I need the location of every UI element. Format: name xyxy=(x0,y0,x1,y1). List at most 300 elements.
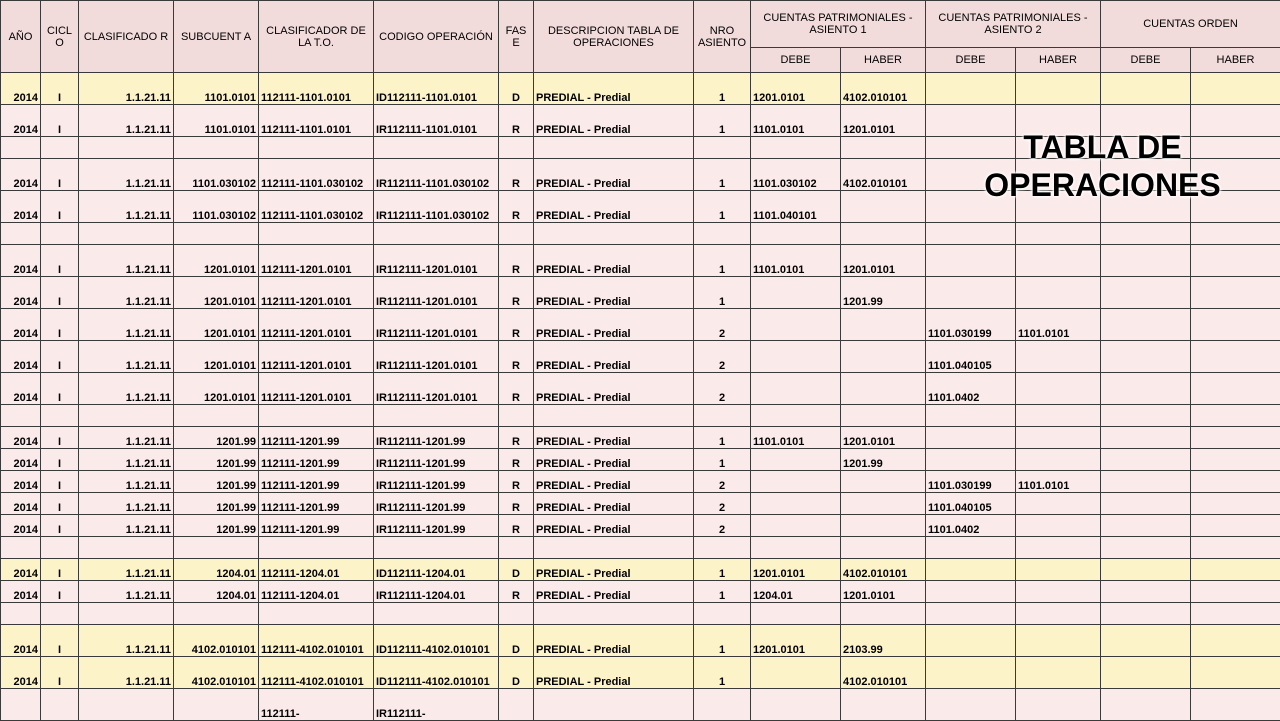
cell-haber-2 xyxy=(1016,105,1101,137)
cell-haber-1: 1201.99 xyxy=(841,449,926,471)
cell-haber-1 xyxy=(841,341,926,373)
cell-debe-1 xyxy=(751,341,841,373)
cell-ciclo: I xyxy=(41,245,79,277)
cell-haber-1: 4102.010101 xyxy=(841,73,926,105)
cell-debe-3 xyxy=(1101,245,1191,277)
cell-descripcion: PREDIAL - Predial xyxy=(534,309,694,341)
cell-debe-2 xyxy=(926,657,1016,689)
table-row xyxy=(1,559,1280,581)
cell-haber-1 xyxy=(841,689,926,721)
cell-anio: 2014 xyxy=(1,309,41,341)
empty-cell xyxy=(534,537,694,559)
cell-codigo-operacion: IR112111-1201.99 xyxy=(374,471,499,493)
empty-cell xyxy=(79,603,174,625)
cell-debe-2: 1101.040105 xyxy=(926,493,1016,515)
cell-nro-asiento: 1 xyxy=(694,449,751,471)
empty-cell xyxy=(259,405,374,427)
empty-cell xyxy=(259,137,374,159)
cell-clasificador-to: 112111-1204.01 xyxy=(259,559,374,581)
cell-debe-1: 1101.0101 xyxy=(751,427,841,449)
cell-clasificador: 1.1.21.11 xyxy=(79,309,174,341)
header-clasificador: CLASIFICADO R xyxy=(79,1,174,73)
empty-cell xyxy=(1016,223,1101,245)
cell-clasificador: 1.1.21.11 xyxy=(79,493,174,515)
empty-cell xyxy=(79,223,174,245)
cell-subcuenta: 1201.0101 xyxy=(174,373,259,405)
operations-table-body xyxy=(1,73,1280,721)
cell-subcuenta xyxy=(174,689,259,721)
empty-cell xyxy=(174,537,259,559)
empty-cell xyxy=(499,603,534,625)
cell-fase: R xyxy=(499,515,534,537)
cell-ciclo: I xyxy=(41,159,79,191)
cell-debe-3 xyxy=(1101,689,1191,721)
empty-cell xyxy=(926,405,1016,427)
cell-clasificador: 1.1.21.11 xyxy=(79,427,174,449)
cell-ciclo: I xyxy=(41,105,79,137)
cell-debe-1 xyxy=(751,373,841,405)
table-row xyxy=(1,191,1280,223)
empty-cell xyxy=(751,603,841,625)
cell-clasificador: 1.1.21.11 xyxy=(79,515,174,537)
cell-codigo-operacion: IR112111-1201.0101 xyxy=(374,245,499,277)
cell-fase: R xyxy=(499,341,534,373)
table-row xyxy=(1,159,1280,191)
cell-clasificador: 1.1.21.11 xyxy=(79,559,174,581)
header-nro-asiento: NRO ASIENTO xyxy=(694,1,751,73)
cell-anio: 2014 xyxy=(1,657,41,689)
cell-subcuenta: 1101.030102 xyxy=(174,159,259,191)
cell-anio: 2014 xyxy=(1,581,41,603)
cell-haber-1 xyxy=(841,493,926,515)
cell-haber-2 xyxy=(1016,191,1101,223)
cell-descripcion: PREDIAL - Predial xyxy=(534,471,694,493)
cell-fase: R xyxy=(499,427,534,449)
cell-subcuenta: 1201.99 xyxy=(174,449,259,471)
cell-debe-1: 1201.0101 xyxy=(751,625,841,657)
cell-fase: R xyxy=(499,159,534,191)
empty-cell xyxy=(259,603,374,625)
cell-debe-1: 1101.0101 xyxy=(751,105,841,137)
cell-fase: D xyxy=(499,73,534,105)
empty-cell xyxy=(499,137,534,159)
cell-debe-2 xyxy=(926,159,1016,191)
cell-anio: 2014 xyxy=(1,471,41,493)
cell-haber-3 xyxy=(1191,309,1280,341)
cell-subcuenta: 1204.01 xyxy=(174,581,259,603)
cell-haber-2 xyxy=(1016,277,1101,309)
cell-debe-3 xyxy=(1101,493,1191,515)
empty-cell xyxy=(694,223,751,245)
empty-cell xyxy=(41,537,79,559)
cell-codigo-operacion: IR112111-1201.99 xyxy=(374,515,499,537)
table-row xyxy=(1,449,1280,471)
header-anio: AÑO xyxy=(1,1,41,73)
cell-debe-3 xyxy=(1101,471,1191,493)
cell-haber-1: 4102.010101 xyxy=(841,559,926,581)
cell-clasificador-to: 112111-1201.99 xyxy=(259,515,374,537)
header-haber-1: HABER xyxy=(841,48,926,73)
cell-clasificador: 1.1.21.11 xyxy=(79,471,174,493)
table-row xyxy=(1,373,1280,405)
cell-haber-1: 1201.0101 xyxy=(841,427,926,449)
empty-cell xyxy=(41,137,79,159)
cell-clasificador-to: 112111-1201.99 xyxy=(259,471,374,493)
table-row xyxy=(1,277,1280,309)
cell-fase: D xyxy=(499,559,534,581)
cell-clasificador-to: 112111- xyxy=(259,689,374,721)
empty-cell xyxy=(41,405,79,427)
cell-ciclo: I xyxy=(41,657,79,689)
cell-clasificador-to: 112111-1201.0101 xyxy=(259,309,374,341)
empty-cell xyxy=(1191,603,1280,625)
empty-cell xyxy=(79,537,174,559)
empty-cell xyxy=(1191,137,1280,159)
cell-nro-asiento xyxy=(694,689,751,721)
empty-cell xyxy=(1,537,41,559)
cell-clasificador-to: 112111-1201.0101 xyxy=(259,245,374,277)
cell-clasificador: 1.1.21.11 xyxy=(79,449,174,471)
cell-haber-2 xyxy=(1016,159,1101,191)
cell-nro-asiento: 1 xyxy=(694,245,751,277)
table-row xyxy=(1,689,1280,721)
cell-fase: D xyxy=(499,657,534,689)
cell-haber-2 xyxy=(1016,515,1101,537)
cell-haber-3 xyxy=(1191,277,1280,309)
title-line-1: TABLA DE xyxy=(975,128,1230,166)
empty-cell xyxy=(1016,405,1101,427)
cell-debe-2 xyxy=(926,427,1016,449)
cell-subcuenta: 1201.0101 xyxy=(174,277,259,309)
table-row xyxy=(1,427,1280,449)
cell-ciclo: I xyxy=(41,515,79,537)
cell-descripcion: PREDIAL - Predial xyxy=(534,105,694,137)
cell-clasificador xyxy=(79,689,174,721)
cell-haber-3 xyxy=(1191,559,1280,581)
cell-haber-3 xyxy=(1191,105,1280,137)
cell-haber-3 xyxy=(1191,341,1280,373)
title-line-2: OPERACIONES xyxy=(975,166,1230,204)
empty-cell xyxy=(1101,603,1191,625)
cell-clasificador-to: 112111-4102.010101 xyxy=(259,625,374,657)
cell-debe-3 xyxy=(1101,191,1191,223)
cell-descripcion: PREDIAL - Predial xyxy=(534,191,694,223)
cell-anio: 2014 xyxy=(1,493,41,515)
cell-debe-3 xyxy=(1101,73,1191,105)
cell-anio: 2014 xyxy=(1,625,41,657)
empty-cell xyxy=(374,603,499,625)
cell-descripcion: PREDIAL - Predial xyxy=(534,449,694,471)
cell-haber-2 xyxy=(1016,427,1101,449)
empty-cell xyxy=(534,405,694,427)
cell-debe-2: 1101.030199 xyxy=(926,471,1016,493)
table-row-blank xyxy=(1,223,1280,245)
cell-subcuenta: 1201.0101 xyxy=(174,309,259,341)
table-row-blank xyxy=(1,405,1280,427)
cell-haber-2: 1101.0101 xyxy=(1016,309,1101,341)
cell-fase: R xyxy=(499,373,534,405)
cell-haber-1: 1201.99 xyxy=(841,277,926,309)
cell-nro-asiento: 1 xyxy=(694,581,751,603)
cell-debe-2: 1101.030199 xyxy=(926,309,1016,341)
cell-fase: R xyxy=(499,471,534,493)
cell-nro-asiento: 1 xyxy=(694,427,751,449)
empty-cell xyxy=(41,603,79,625)
cell-debe-2 xyxy=(926,581,1016,603)
cell-haber-2 xyxy=(1016,493,1101,515)
cell-haber-2 xyxy=(1016,625,1101,657)
empty-cell xyxy=(926,223,1016,245)
cell-anio xyxy=(1,689,41,721)
cell-descripcion: PREDIAL - Predial xyxy=(534,73,694,105)
cell-debe-1 xyxy=(751,493,841,515)
empty-cell xyxy=(174,223,259,245)
cell-anio: 2014 xyxy=(1,191,41,223)
cell-debe-3 xyxy=(1101,449,1191,471)
cell-fase: R xyxy=(499,493,534,515)
cell-haber-3 xyxy=(1191,515,1280,537)
empty-cell xyxy=(499,537,534,559)
cell-clasificador: 1.1.21.11 xyxy=(79,373,174,405)
cell-debe-3 xyxy=(1101,277,1191,309)
cell-nro-asiento: 2 xyxy=(694,471,751,493)
cell-codigo-operacion: IR112111-1201.99 xyxy=(374,493,499,515)
cell-debe-2 xyxy=(926,625,1016,657)
cell-subcuenta: 1101.030102 xyxy=(174,191,259,223)
empty-cell xyxy=(841,223,926,245)
cell-clasificador-to: 112111-1101.0101 xyxy=(259,73,374,105)
empty-cell xyxy=(1191,537,1280,559)
cell-debe-1: 1101.0101 xyxy=(751,245,841,277)
empty-cell xyxy=(926,537,1016,559)
cell-codigo-operacion: IR112111-1201.99 xyxy=(374,427,499,449)
cell-debe-2 xyxy=(926,689,1016,721)
cell-subcuenta: 1201.0101 xyxy=(174,245,259,277)
empty-cell xyxy=(1191,223,1280,245)
empty-cell xyxy=(1101,405,1191,427)
cell-clasificador-to: 112111-1101.0101 xyxy=(259,105,374,137)
cell-descripcion: PREDIAL - Predial xyxy=(534,277,694,309)
cell-descripcion: PREDIAL - Predial xyxy=(534,515,694,537)
cell-haber-3 xyxy=(1191,245,1280,277)
header-debe-3: DEBE xyxy=(1101,48,1191,73)
cell-debe-3 xyxy=(1101,427,1191,449)
cell-debe-2: 1101.0402 xyxy=(926,515,1016,537)
cell-clasificador: 1.1.21.11 xyxy=(79,277,174,309)
cell-haber-3 xyxy=(1191,657,1280,689)
cell-nro-asiento: 1 xyxy=(694,657,751,689)
cell-haber-2: 1101.0101 xyxy=(1016,471,1101,493)
cell-debe-2: 1101.0402 xyxy=(926,373,1016,405)
table-row xyxy=(1,341,1280,373)
empty-cell xyxy=(534,137,694,159)
cell-debe-1: 1201.0101 xyxy=(751,73,841,105)
cell-anio: 2014 xyxy=(1,105,41,137)
cell-fase: R xyxy=(499,191,534,223)
cell-debe-2: 1101.040105 xyxy=(926,341,1016,373)
empty-cell xyxy=(751,137,841,159)
empty-cell xyxy=(751,537,841,559)
cell-haber-1: 2103.99 xyxy=(841,625,926,657)
table-row xyxy=(1,245,1280,277)
empty-cell xyxy=(374,137,499,159)
empty-cell xyxy=(174,603,259,625)
empty-cell xyxy=(41,223,79,245)
empty-cell xyxy=(751,223,841,245)
cell-anio: 2014 xyxy=(1,427,41,449)
table-row xyxy=(1,493,1280,515)
empty-cell xyxy=(926,137,1016,159)
cell-descripcion: PREDIAL - Predial xyxy=(534,657,694,689)
empty-cell xyxy=(174,405,259,427)
cell-descripcion: PREDIAL - Predial xyxy=(534,373,694,405)
cell-debe-3 xyxy=(1101,341,1191,373)
header-subcuenta: SUBCUENT A xyxy=(174,1,259,73)
cell-nro-asiento: 1 xyxy=(694,625,751,657)
cell-debe-2 xyxy=(926,73,1016,105)
cell-clasificador-to: 112111-1201.0101 xyxy=(259,373,374,405)
cell-haber-2 xyxy=(1016,581,1101,603)
empty-cell xyxy=(694,137,751,159)
empty-cell xyxy=(1,603,41,625)
cell-ciclo: I xyxy=(41,493,79,515)
cell-debe-1 xyxy=(751,277,841,309)
cell-debe-1: 1201.0101 xyxy=(751,559,841,581)
empty-cell xyxy=(1016,137,1101,159)
cell-subcuenta: 1201.99 xyxy=(174,493,259,515)
cell-nro-asiento: 2 xyxy=(694,515,751,537)
cell-descripcion: PREDIAL - Predial xyxy=(534,341,694,373)
cell-fase: R xyxy=(499,449,534,471)
cell-codigo-operacion: IR112111-1201.0101 xyxy=(374,341,499,373)
cell-nro-asiento: 2 xyxy=(694,493,751,515)
cell-nro-asiento: 2 xyxy=(694,373,751,405)
cell-debe-1 xyxy=(751,471,841,493)
cell-debe-3 xyxy=(1101,515,1191,537)
empty-cell xyxy=(1016,603,1101,625)
empty-cell xyxy=(374,537,499,559)
cell-debe-3 xyxy=(1101,559,1191,581)
cell-ciclo: I xyxy=(41,559,79,581)
cell-ciclo: I xyxy=(41,471,79,493)
table-row-blank xyxy=(1,537,1280,559)
table-row-blank xyxy=(1,137,1280,159)
cell-clasificador: 1.1.21.11 xyxy=(79,581,174,603)
empty-cell xyxy=(534,223,694,245)
cell-haber-3 xyxy=(1191,471,1280,493)
header-haber-2: HABER xyxy=(1016,48,1101,73)
cell-anio: 2014 xyxy=(1,449,41,471)
empty-cell xyxy=(694,537,751,559)
cell-haber-3 xyxy=(1191,191,1280,223)
cell-fase: R xyxy=(499,245,534,277)
cell-haber-2 xyxy=(1016,373,1101,405)
cell-debe-3 xyxy=(1101,581,1191,603)
cell-clasificador: 1.1.21.11 xyxy=(79,657,174,689)
table-row-blank xyxy=(1,603,1280,625)
header-descripcion: DESCRIPCION TABLA DE OPERACIONES xyxy=(534,1,694,73)
cell-debe-2 xyxy=(926,245,1016,277)
cell-haber-1: 1201.0101 xyxy=(841,245,926,277)
empty-cell xyxy=(374,223,499,245)
cell-haber-3 xyxy=(1191,493,1280,515)
cell-debe-1: 1101.040101 xyxy=(751,191,841,223)
empty-cell xyxy=(841,137,926,159)
cell-codigo-operacion: IR112111- xyxy=(374,689,499,721)
cell-codigo-operacion: IR112111-1201.0101 xyxy=(374,309,499,341)
cell-ciclo: I xyxy=(41,427,79,449)
cell-clasificador-to: 112111-4102.010101 xyxy=(259,657,374,689)
header-group-cuentas-orden: CUENTAS ORDEN xyxy=(1101,1,1280,48)
table-row xyxy=(1,471,1280,493)
cell-subcuenta: 1201.0101 xyxy=(174,341,259,373)
cell-clasificador-to: 112111-1201.99 xyxy=(259,493,374,515)
empty-cell xyxy=(926,603,1016,625)
cell-haber-3 xyxy=(1191,159,1280,191)
cell-subcuenta: 1201.99 xyxy=(174,427,259,449)
cell-codigo-operacion: IR112111-1204.01 xyxy=(374,581,499,603)
cell-fase: R xyxy=(499,581,534,603)
cell-haber-3 xyxy=(1191,581,1280,603)
cell-fase xyxy=(499,689,534,721)
cell-codigo-operacion: IR112111-1101.0101 xyxy=(374,105,499,137)
cell-haber-1: 4102.010101 xyxy=(841,159,926,191)
cell-descripcion: PREDIAL - Predial xyxy=(534,427,694,449)
cell-clasificador: 1.1.21.11 xyxy=(79,105,174,137)
cell-debe-1 xyxy=(751,657,841,689)
header-codigo-operacion: CODIGO OPERACIÓN xyxy=(374,1,499,73)
cell-debe-3 xyxy=(1101,373,1191,405)
cell-clasificador-to: 112111-1101.030102 xyxy=(259,191,374,223)
cell-anio: 2014 xyxy=(1,73,41,105)
cell-codigo-operacion: ID112111-4102.010101 xyxy=(374,657,499,689)
cell-subcuenta: 1201.99 xyxy=(174,515,259,537)
cell-ciclo xyxy=(41,689,79,721)
cell-debe-1 xyxy=(751,309,841,341)
empty-cell xyxy=(534,603,694,625)
cell-subcuenta: 4102.010101 xyxy=(174,625,259,657)
empty-cell xyxy=(1101,137,1191,159)
cell-codigo-operacion: ID112111-4102.010101 xyxy=(374,625,499,657)
header-fase: FAS E xyxy=(499,1,534,73)
cell-ciclo: I xyxy=(41,449,79,471)
header-debe-1: DEBE xyxy=(751,48,841,73)
cell-haber-3 xyxy=(1191,625,1280,657)
empty-cell xyxy=(841,603,926,625)
header-debe-2: DEBE xyxy=(926,48,1016,73)
cell-haber-2 xyxy=(1016,657,1101,689)
cell-subcuenta: 1204.01 xyxy=(174,559,259,581)
cell-anio: 2014 xyxy=(1,559,41,581)
cell-clasificador: 1.1.21.11 xyxy=(79,245,174,277)
cell-subcuenta: 4102.010101 xyxy=(174,657,259,689)
cell-ciclo: I xyxy=(41,625,79,657)
cell-clasificador: 1.1.21.11 xyxy=(79,191,174,223)
cell-descripcion: PREDIAL - Predial xyxy=(534,493,694,515)
cell-haber-2 xyxy=(1016,559,1101,581)
cell-nro-asiento: 1 xyxy=(694,191,751,223)
cell-clasificador: 1.1.21.11 xyxy=(79,341,174,373)
empty-cell xyxy=(841,537,926,559)
cell-descripcion: PREDIAL - Predial xyxy=(534,159,694,191)
cell-debe-1: 1204.01 xyxy=(751,581,841,603)
cell-haber-1: 1201.0101 xyxy=(841,105,926,137)
cell-haber-2 xyxy=(1016,689,1101,721)
cell-ciclo: I xyxy=(41,341,79,373)
cell-descripcion: PREDIAL - Predial xyxy=(534,245,694,277)
table-row xyxy=(1,657,1280,689)
empty-cell xyxy=(1101,223,1191,245)
